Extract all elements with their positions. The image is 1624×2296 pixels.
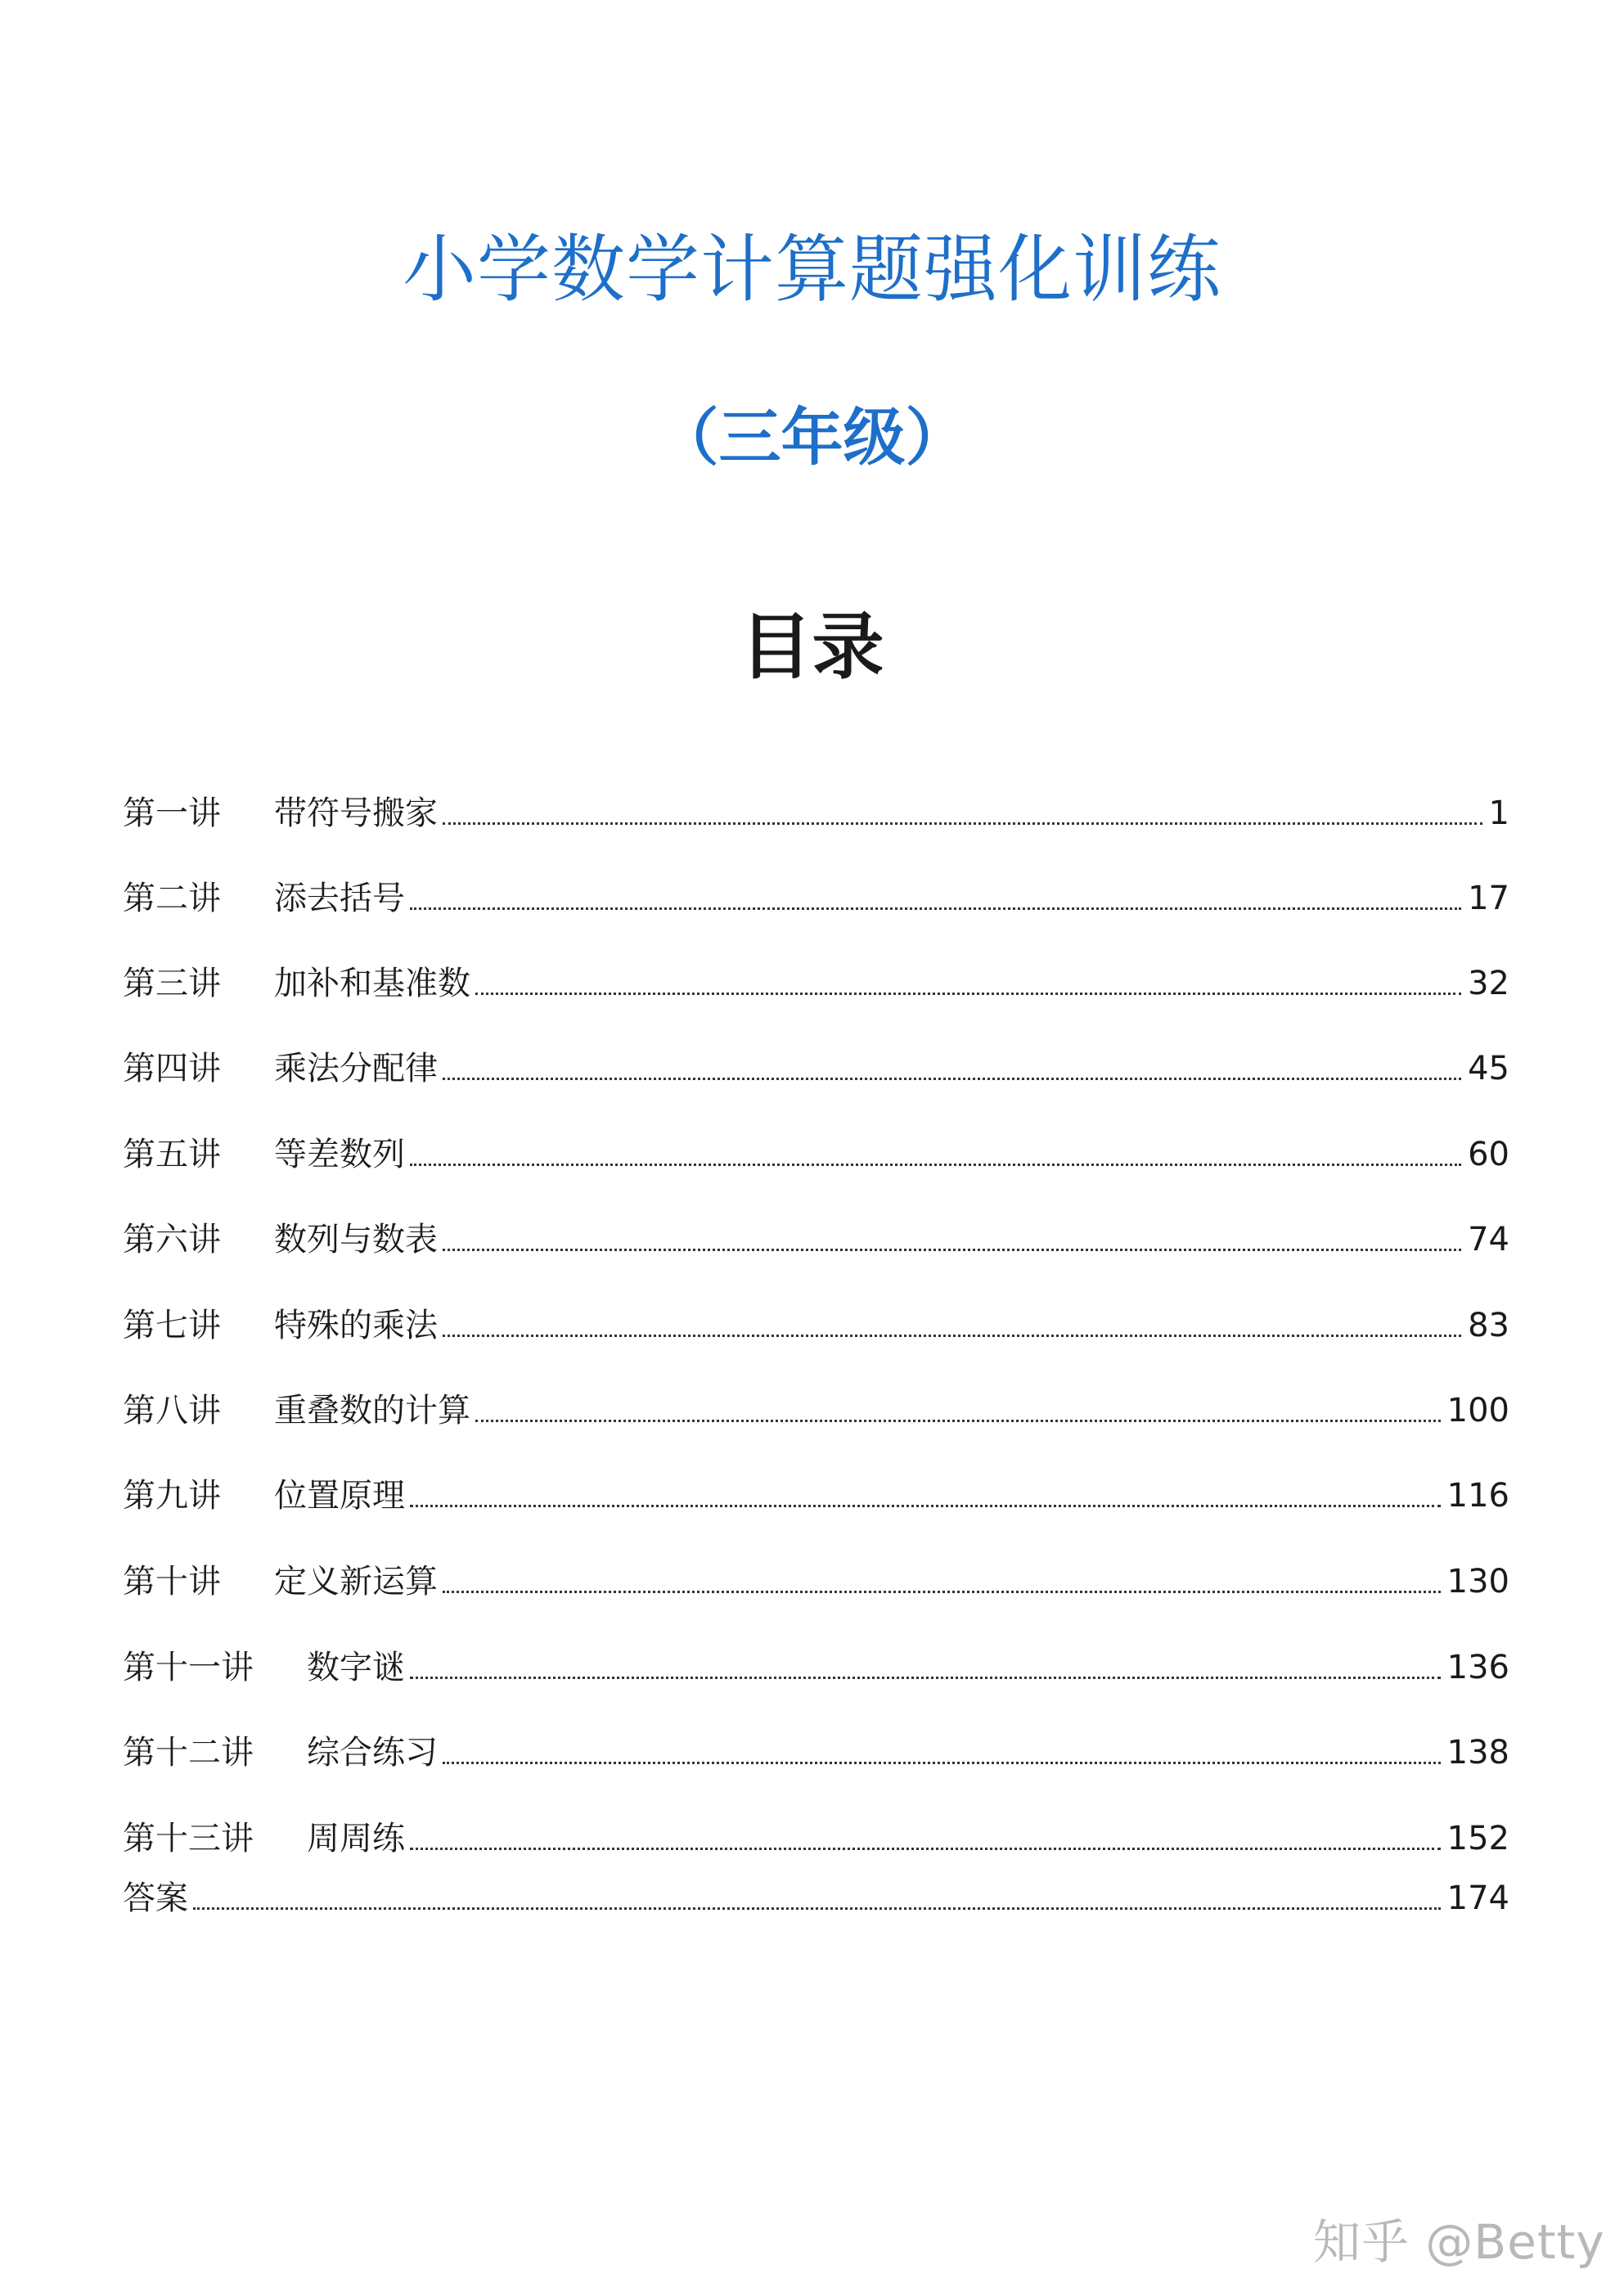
toc-dot-leader bbox=[410, 1677, 1441, 1679]
toc-lecture-label: 第四讲 bbox=[123, 1050, 221, 1087]
toc-lecture-label: 第九讲 bbox=[123, 1477, 221, 1515]
toc-dot-leader bbox=[410, 1848, 1441, 1850]
toc-lecture-label: 答案 bbox=[123, 1880, 188, 1917]
toc-entry[interactable] bbox=[123, 1033, 1509, 1090]
toc-page-number: 116 bbox=[1446, 1477, 1509, 1515]
toc-dot-leader bbox=[410, 1505, 1441, 1507]
document-subtitle: （三年级） bbox=[656, 401, 968, 474]
toc-page-number: 130 bbox=[1446, 1563, 1509, 1600]
toc-dot-leader bbox=[475, 993, 1461, 995]
toc-entry[interactable] bbox=[123, 1546, 1509, 1603]
toc-dot-leader bbox=[443, 1591, 1441, 1593]
toc-entry[interactable] bbox=[123, 1119, 1509, 1176]
toc-entry[interactable] bbox=[123, 948, 1509, 1005]
toc-page-number: 17 bbox=[1468, 880, 1509, 917]
toc-page-number: 1 bbox=[1488, 795, 1509, 832]
toc-page-number: 83 bbox=[1468, 1307, 1509, 1344]
toc-lecture-label: 第一讲 bbox=[123, 795, 221, 832]
toc-lecture-label: 第八讲 bbox=[123, 1392, 221, 1429]
toc-entry[interactable] bbox=[123, 1290, 1509, 1347]
toc-lecture-label: 第十二讲 bbox=[123, 1734, 254, 1772]
toc-entry[interactable] bbox=[123, 1632, 1509, 1689]
toc-lecture-label: 第七讲 bbox=[123, 1307, 221, 1344]
toc-dot-leader bbox=[443, 1762, 1441, 1764]
toc-lecture-label: 第三讲 bbox=[123, 965, 221, 1002]
toc-topic: 综合练习 bbox=[307, 1734, 438, 1772]
table-of-contents bbox=[123, 0, 1509, 2296]
toc-page-number: 152 bbox=[1446, 1820, 1509, 1857]
toc-topic: 加补和基准数 bbox=[274, 965, 470, 1002]
document-title: 小学数学计算题强化训练 bbox=[403, 227, 1221, 313]
toc-topic: 等差数列 bbox=[274, 1136, 405, 1173]
toc-topic: 位置原理 bbox=[274, 1477, 405, 1515]
toc-lecture-label: 第五讲 bbox=[123, 1136, 221, 1173]
zhihu-watermark: 知乎 @Betty bbox=[1313, 2214, 1605, 2270]
toc-heading: 目录 bbox=[740, 604, 884, 689]
toc-dot-leader bbox=[443, 1249, 1461, 1251]
toc-dot-leader bbox=[410, 907, 1461, 910]
toc-entry-answers[interactable] bbox=[123, 1862, 1509, 1920]
toc-topic: 数列与数表 bbox=[274, 1221, 438, 1258]
toc-topic: 乘法分配律 bbox=[274, 1050, 438, 1087]
toc-topic: 数字谜 bbox=[307, 1649, 405, 1686]
toc-page-number: 60 bbox=[1468, 1136, 1509, 1173]
toc-page-number: 174 bbox=[1446, 1880, 1509, 1917]
toc-page-number: 138 bbox=[1446, 1734, 1509, 1772]
toc-topic: 周周练 bbox=[307, 1820, 405, 1857]
toc-page-number: 136 bbox=[1446, 1649, 1509, 1686]
toc-lecture-label: 第十一讲 bbox=[123, 1649, 254, 1686]
toc-lecture-label: 第六讲 bbox=[123, 1221, 221, 1258]
toc-page-number: 32 bbox=[1468, 965, 1509, 1002]
toc-topic: 特殊的乘法 bbox=[274, 1307, 438, 1344]
toc-entry[interactable] bbox=[123, 777, 1509, 835]
toc-dot-leader bbox=[443, 822, 1482, 825]
toc-lecture-label: 第二讲 bbox=[123, 880, 221, 917]
toc-dot-leader bbox=[475, 1420, 1441, 1422]
toc-dot-leader bbox=[443, 1078, 1461, 1080]
toc-dot-leader bbox=[443, 1335, 1461, 1337]
toc-entry[interactable] bbox=[123, 1204, 1509, 1261]
toc-page-number: 45 bbox=[1468, 1050, 1509, 1087]
toc-page-number: 74 bbox=[1468, 1221, 1509, 1258]
toc-entry[interactable] bbox=[123, 1375, 1509, 1432]
toc-dot-leader bbox=[193, 1907, 1441, 1910]
toc-lecture-label: 第十三讲 bbox=[123, 1820, 254, 1857]
toc-topic: 带符号搬家 bbox=[274, 795, 438, 832]
toc-entry[interactable] bbox=[123, 1460, 1509, 1517]
toc-page-number: 100 bbox=[1446, 1392, 1509, 1429]
toc-lecture-label: 第十讲 bbox=[123, 1563, 221, 1600]
toc-entry[interactable] bbox=[123, 1803, 1509, 1860]
toc-topic: 添去括号 bbox=[274, 880, 405, 917]
toc-topic: 重叠数的计算 bbox=[274, 1392, 470, 1429]
toc-topic: 定义新运算 bbox=[274, 1563, 438, 1600]
toc-entry[interactable] bbox=[123, 1717, 1509, 1774]
toc-entry[interactable] bbox=[123, 862, 1509, 920]
toc-dot-leader bbox=[410, 1164, 1461, 1166]
